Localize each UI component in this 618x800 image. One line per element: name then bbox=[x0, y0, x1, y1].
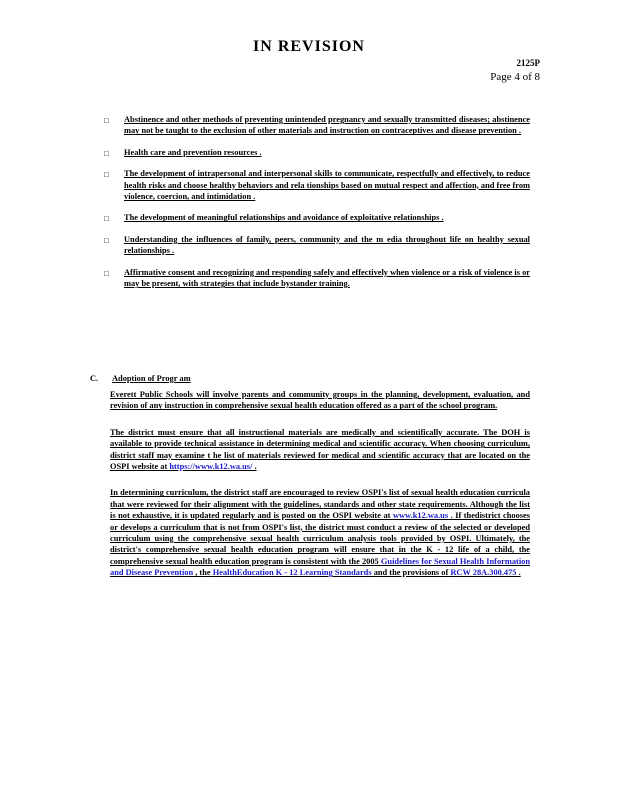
learning-standards-link[interactable]: HealthEducation K - 12 Learning Standards bbox=[212, 568, 372, 578]
paragraph-text: The district must ensure that all instructional materials are medically and scientifically accurate. The DOH is available to provide technical assistance in determining medical and scientific accuracy. When choosing curriculum, district staff may examine t he list of materials reviewed for medical and scientific accuracy that are located on the OSPI website at bbox=[110, 427, 530, 472]
rcw-link[interactable]: RCW 28A.300.475 bbox=[450, 568, 517, 578]
bullet-icon: □ bbox=[104, 268, 109, 278]
list-item-text: Affirmative consent and recognizing and responding safely and effectively when violence or a risk of violence is or may be present, with strategies that include bystander training. bbox=[124, 267, 530, 289]
bullet-icon: □ bbox=[104, 170, 109, 180]
paragraph-text: In determining curriculum, the district staff are encouraged to review OSPI's list of sexual health education curricula that were reviewed for their alignment with the guidelines, standards and other state requirements. Although the list is not exhaustive, it is updated regularly and is posted on the OSPI website at bbox=[110, 488, 530, 521]
paragraph: Everett Public Schools will involve parents and community groups in the planning, development, evaluation, and revision of any instruction in comprehensive sexual health education offered as a part of the school program. bbox=[110, 390, 530, 411]
paragraph-text: . bbox=[252, 462, 257, 472]
list-item bbox=[104, 147, 530, 158]
bullet-icon: □ bbox=[104, 235, 109, 245]
bullet-list bbox=[104, 114, 530, 299]
bullet-icon: □ bbox=[104, 116, 109, 125]
list-item-text: Understanding the influences of family, peers, community and the m edia throughout life on healthy sexual relationships . bbox=[124, 234, 530, 256]
page-number: Page 4 of 8 bbox=[490, 71, 540, 83]
list-item-text: Abstinence and other methods of preventing unintended pregnancy and sexually transmitted diseases; abstinence may not be taught to the exclusion of other materials and instruction on contraceptives and disease prevention . bbox=[124, 115, 530, 136]
list-item-text: Health care and prevention resources . bbox=[124, 147, 262, 157]
policy-number: 2125P bbox=[516, 58, 540, 68]
list-item-text: The development of meaningful relationships and avoidance of exploitative relationships . bbox=[124, 213, 444, 223]
bullet-icon: □ bbox=[104, 148, 109, 158]
guidelines-link[interactable]: Guidelines for Sexual Health Information and Disease Prevention bbox=[110, 556, 531, 578]
paragraph-text: and the provisions of bbox=[371, 568, 451, 578]
ospi-website-link[interactable]: https://www.k12.wa.us/ bbox=[169, 462, 253, 472]
paragraph bbox=[110, 427, 530, 473]
k12-website-link[interactable]: www.k12.wa.us bbox=[392, 511, 449, 521]
paragraph-text: . If thedistrict chooses or develops a curriculum that is not from OSPI's list, the district must conduct a review of the selected or developed curriculum using the comprehensive sexual health curriculum analysis tools provided by OSPI. Ultimately, the district's comprehensive sexual health education program will ensure that in the K - 12 life of a child, the comprehensive sexual health education program is consistent with the 2005 bbox=[110, 511, 531, 566]
list-item bbox=[104, 234, 530, 257]
bullet-icon: □ bbox=[104, 214, 109, 224]
section-letter: C. bbox=[90, 374, 99, 383]
section-heading bbox=[90, 374, 191, 383]
list-item bbox=[104, 212, 530, 224]
list-item-text: The development of intrapersonal and interpersonal skills to communicate, respectfully and effectively, to reduce health risks and choose healthy behaviors and rela tionships based on mutual respect and affection, and free from violence, coercion, and intimidation . bbox=[124, 169, 530, 202]
paragraph-text: , the bbox=[193, 568, 213, 578]
page-title: IN REVISION bbox=[253, 38, 365, 55]
list-item bbox=[104, 114, 530, 137]
list-item bbox=[104, 267, 530, 290]
list-item bbox=[104, 168, 530, 202]
section-body bbox=[110, 389, 530, 594]
paragraph-text: . bbox=[516, 568, 521, 578]
section-title: Adoption of Progr am bbox=[112, 374, 191, 383]
paragraph bbox=[110, 487, 530, 578]
